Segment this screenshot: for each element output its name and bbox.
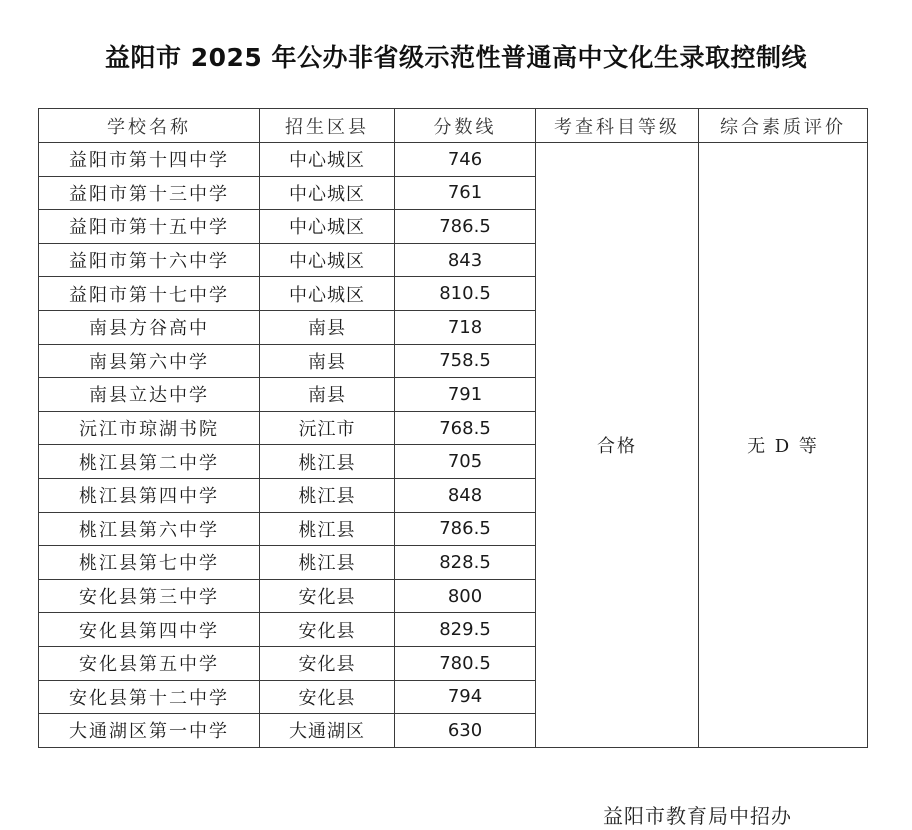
header-district: 招生区县 [260,109,395,143]
school-name-cell: 南县立达中学 [39,378,260,412]
district-cell: 中心城区 [260,243,395,277]
score-line-cell: 718 [395,310,536,344]
score-line-cell: 791 [395,378,536,412]
school-name-cell: 益阳市第十七中学 [39,277,260,311]
district-cell: 南县 [260,310,395,344]
score-line-cell: 829.5 [395,613,536,647]
district-cell: 中心城区 [260,277,395,311]
issuer-signature: 益阳市教育局中招办 [603,804,792,828]
district-cell: 南县 [260,344,395,378]
district-cell: 南县 [260,378,395,412]
district-cell: 安化县 [260,613,395,647]
admission-score-table [38,108,868,748]
school-name-cell: 安化县第四中学 [39,613,260,647]
score-line-cell: 630 [395,714,536,748]
score-line-cell: 768.5 [395,411,536,445]
score-line-cell: 746 [395,143,536,177]
school-name-cell: 桃江县第六中学 [39,512,260,546]
district-cell: 中心城区 [260,176,395,210]
school-name-cell: 益阳市第十六中学 [39,243,260,277]
school-name-cell: 桃江县第四中学 [39,478,260,512]
district-cell: 安化县 [260,680,395,714]
school-name-cell: 安化县第十二中学 [39,680,260,714]
district-cell: 桃江县 [260,546,395,580]
score-line-cell: 786.5 [395,210,536,244]
score-line-cell: 705 [395,445,536,479]
district-cell: 桃江县 [260,445,395,479]
header-school-name: 学校名称 [39,109,260,143]
header-subject-grade: 考查科目等级 [536,109,699,143]
school-name-cell: 益阳市第十四中学 [39,143,260,177]
comprehensive-eval-cell: 无 D 等 [699,143,868,748]
district-cell: 安化县 [260,579,395,613]
school-name-cell: 安化县第三中学 [39,579,260,613]
school-name-cell: 益阳市第十五中学 [39,210,260,244]
school-name-cell: 南县第六中学 [39,344,260,378]
school-name-cell: 安化县第五中学 [39,646,260,680]
district-cell: 中心城区 [260,143,395,177]
score-line-cell: 794 [395,680,536,714]
score-line-cell: 758.5 [395,344,536,378]
table-header-row [39,109,868,143]
header-comprehensive-eval: 综合素质评价 [699,109,868,143]
page-title: 益阳市 2025 年公办非省级示范性普通高中文化生录取控制线 [105,43,807,72]
school-name-cell: 益阳市第十三中学 [39,176,260,210]
table-body [39,143,868,748]
district-cell: 安化县 [260,646,395,680]
district-cell: 桃江县 [260,512,395,546]
table-row [39,143,868,177]
score-line-cell: 761 [395,176,536,210]
school-name-cell: 大通湖区第一中学 [39,714,260,748]
score-line-cell: 800 [395,579,536,613]
district-cell: 大通湖区 [260,714,395,748]
school-name-cell: 南县方谷高中 [39,310,260,344]
district-cell: 桃江县 [260,478,395,512]
school-name-cell: 桃江县第七中学 [39,546,260,580]
header-score-line: 分数线 [395,109,536,143]
score-line-cell: 786.5 [395,512,536,546]
district-cell: 沅江市 [260,411,395,445]
score-line-cell: 810.5 [395,277,536,311]
score-line-cell: 828.5 [395,546,536,580]
district-cell: 中心城区 [260,210,395,244]
score-line-cell: 843 [395,243,536,277]
school-name-cell: 沅江市琼湖书院 [39,411,260,445]
score-line-cell: 780.5 [395,646,536,680]
score-line-cell: 848 [395,478,536,512]
subject-grade-cell: 合格 [536,143,699,748]
school-name-cell: 桃江县第二中学 [39,445,260,479]
